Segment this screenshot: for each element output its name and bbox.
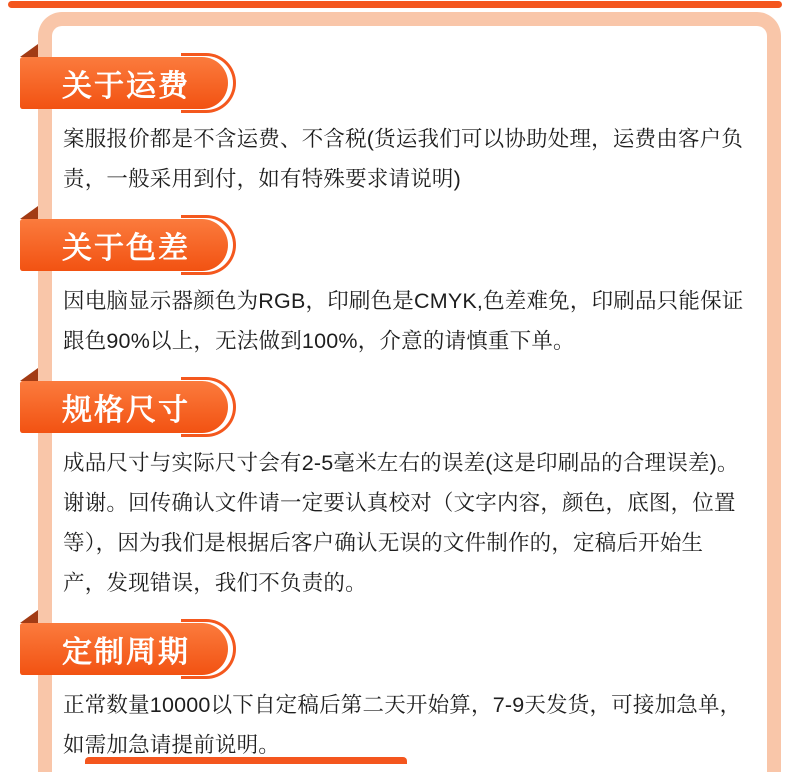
ribbon-shipping <box>20 57 250 109</box>
next-module-edge-bar <box>85 757 407 764</box>
ribbon-fold <box>20 610 38 623</box>
section-body-text: 正常数量10000以下自定稿后第二天开始算，7-9天发货，可接加急单，如需加急请提前说明。 <box>63 693 742 757</box>
ribbon-size-spec <box>20 381 250 433</box>
ribbon-production-cycle <box>20 623 250 675</box>
notice-card <box>38 12 781 772</box>
ribbon-fold <box>20 206 38 219</box>
section-body-text: 成品尺寸与实际尺寸会有2-5毫米左右的误差(这是印刷品的合理误差)。谢谢。回传确认文件请一定要认真校对（文字内容，颜色，底图，位置等），因为我们是根据后客户确认无误的文件制作的，定稿后开始生产，发现错误，我们不负责的。 <box>63 451 739 595</box>
section-title-badge: 关于色差 <box>20 219 228 271</box>
section-title-badge: 定制周期 <box>20 623 228 675</box>
section-size-spec <box>52 381 767 603</box>
section-production-cycle <box>52 623 767 765</box>
previous-module-edge-bar <box>8 1 782 8</box>
section-shipping <box>52 57 767 199</box>
section-body-text: 因电脑显示器颜色为RGB，印刷色是CMYK,色差难免，印刷品只能保证跟色90%以上，无法做到100%，介意的请慎重下单。 <box>63 289 744 353</box>
section-color-difference <box>52 219 767 361</box>
section-title-badge: 关于运费 <box>20 57 228 109</box>
section-title-badge: 规格尺寸 <box>20 381 228 433</box>
ribbon-fold <box>20 368 38 381</box>
ribbon-color-difference <box>20 219 250 271</box>
section-body-text: 案服报价都是不含运费、不含税(货运我们可以协助处理，运费由客户负责，一般采用到付，如有特殊要求请说明) <box>63 127 744 191</box>
ribbon-fold <box>20 44 38 57</box>
